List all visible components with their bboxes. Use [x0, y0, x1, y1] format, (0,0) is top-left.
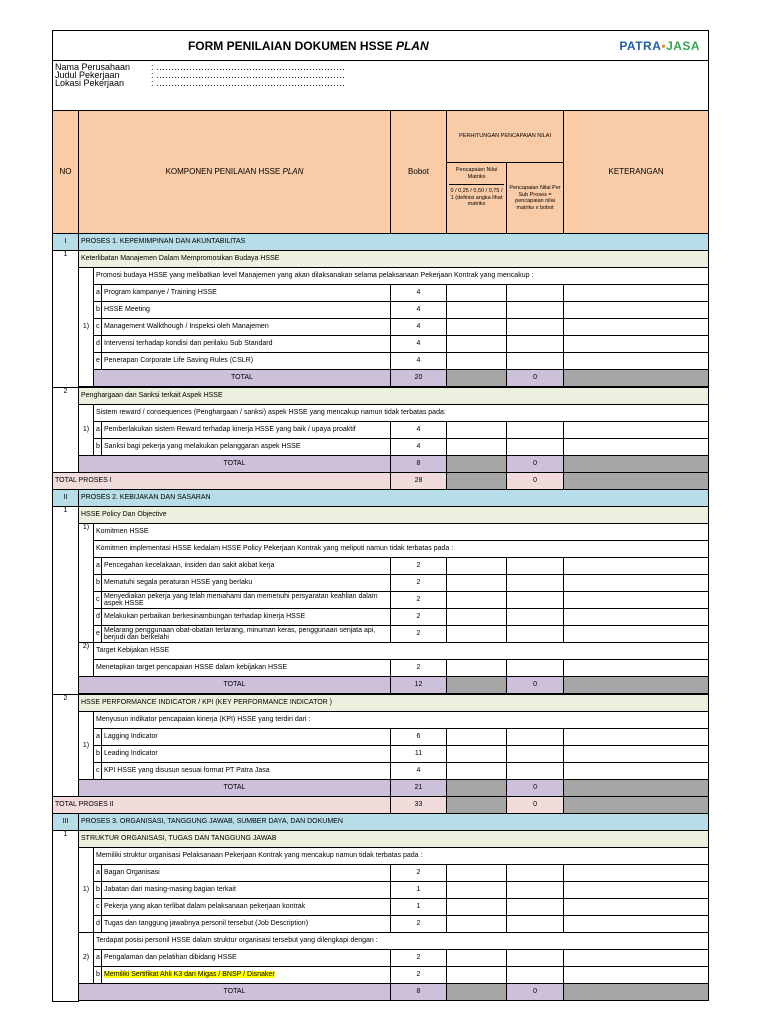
- project-info: [53, 61, 709, 111]
- item-row: b Sanksi bagi pekerja yang melakukan pelanggaran aspek HSSE 4: [53, 439, 709, 456]
- item-row: a Lagging Indicator 6: [53, 729, 709, 746]
- item-row: a Pencegahan kecelakaan, insiden dan sakit akibat kerja 2: [53, 558, 709, 575]
- item-row: d Intervensi terhadap kondisi dan perilaku Sub Standard 4: [53, 336, 709, 353]
- item-row: d Tugas dan tanggung jawabnya personil tersebut (Job Description) 2: [53, 916, 709, 933]
- subsection-row: 1 HSSE Policy Dan Objective: [53, 507, 709, 524]
- info-row-company: Nama Perusahaan : ………………………………………………………: [55, 62, 346, 72]
- highlighted-text: Memiliki Sertifikat Ahli K3 dari Migas / BNSP / Disnaker: [104, 971, 275, 978]
- question-row: 2) Terdapat posisi personil HSSE dalam struktur organisasi tersebut yang dilengkapi dengan :: [53, 933, 709, 950]
- total-row: TOTAL 8 0: [53, 456, 709, 473]
- total-row: TOTAL 20 0: [53, 370, 709, 387]
- header-keterangan: KETERANGAN: [564, 111, 709, 234]
- item-row: b HSSE Meeting 4: [53, 302, 709, 319]
- question-row: 1) Memiliki struktur organisasi Pelaksanaan Pekerjaan Kontrak yang mencakup namun tidak terbatas pada :: [53, 848, 709, 865]
- item-row: b Memiliki Sertifikat Ahli K3 dari Migas / BNSP / Disnaker 2: [53, 967, 709, 984]
- subsection-row: 1 Keterlibatan Manajemen Dalam Mempromosikan Budaya HSSE: [53, 251, 709, 268]
- question-row: 2) Target Kebijakan HSSE: [53, 643, 709, 660]
- header-pencapaian-matriks: Pencapaian Nilai Matriks 0 / 0,25 / 0,50 / 0,75 / 1 (definisi angka lihat matriks: [447, 163, 507, 234]
- patra-jasa-logo: PATRA•JASA: [564, 31, 709, 61]
- question-sub-row: Komitmen implementasi HSSE kedalam HSSE Policy Pekerjaan Kontrak yang meliputi namun tidak terbatas pada :: [53, 541, 709, 558]
- item-row: c KPI HSSE yang disusun sesuai format PT Patra Jasa 4: [53, 763, 709, 780]
- question-row: 1) Sistem reward / consequences (Penghargaan / sanksi) aspek HSSE yang mencakup namun tidak terbatas pada:: [53, 405, 709, 422]
- total-row: TOTAL 8 0: [53, 984, 709, 1001]
- assessment-table: [52, 30, 709, 1002]
- subsection-row: 2 HSSE PERFORMANCE INDICATOR / KPI (KEY PERFORMANCE INDICATOR ): [53, 695, 709, 712]
- process-total-row: TOTAL PROSES I 28 0: [53, 473, 709, 490]
- item-row: a Pengalaman dan pelatihan dibidang HSSE 2: [53, 950, 709, 967]
- header-no: NO: [53, 111, 79, 234]
- form-title: FORM PENILAIAN DOKUMEN HSSE PLAN: [53, 31, 564, 61]
- question-row: 1) Menyusun indikator pencapaian kinerja (KPI) HSSE yang terdiri dari :: [53, 712, 709, 729]
- item-row: d Melakukan perbaikan berkesinambungan terhadap kinerja HSSE 2: [53, 609, 709, 626]
- header-komponen: KOMPONEN PENILAIAN HSSE PLAN: [79, 111, 391, 234]
- total-row: TOTAL 12 0: [53, 677, 709, 694]
- section-row: I PROSES 1. KEPEMIMPINAN DAN AKUNTABILITAS: [53, 234, 709, 251]
- hsse-plan-form: [52, 30, 708, 1002]
- item-row: c Pekerja yang akan terlibat dalam pelaksanaan pekerjaan kontrak 1: [53, 899, 709, 916]
- header-perhitungan: PERHITUNGAN PENCAPAIAN NILAI: [447, 111, 564, 163]
- subsection-row: 1 STRUKTUR ORGANISASI, TUGAS DAN TANGGUNG JAWAB: [53, 831, 709, 848]
- item-row: a Pemberlakukan sistem Reward terhadap kinerja HSSE yang baik / upaya proaktif 4: [53, 422, 709, 439]
- item-row: Menetapkan target pencapaian HSSE dalam kebijakan HSSE 2: [53, 660, 709, 677]
- section-row: III PROSES 3. ORGANISASI, TANGGUNG JAWAB, SUMBER DAYA, DAN DOKUMEN: [53, 814, 709, 831]
- item-row: a Program kampanye / Training HSSE 4: [53, 285, 709, 302]
- item-row: b Mematuhi segala peraturan HSSE yang berlaku 2: [53, 575, 709, 592]
- header-bobot: Bobot: [391, 111, 447, 234]
- total-row: TOTAL 21 0: [53, 780, 709, 797]
- section-row: II PROSES 2. KEBIJAKAN DAN SASARAN: [53, 490, 709, 507]
- question-row: 1) Komitmen HSSE: [53, 524, 709, 541]
- info-row-location: Lokasi Pekerjaan : ………………………………………………………: [55, 78, 346, 88]
- item-row: c Menyediakan pekerja yang telah memahami dan memenuhi persyaratan keahlian dalam aspek HSSE 2: [53, 592, 709, 609]
- item-row: b Jabatan dari masing-masing bagian terkait 1: [53, 882, 709, 899]
- subsection-row: 2 Penghargaan dan Sanksi terkait Aspek HSSE: [53, 388, 709, 405]
- item-row: a Bagan Organisasi 2: [53, 865, 709, 882]
- item-row: e Penerapan Corporate Life Saving Rules (CSLR) 4: [53, 353, 709, 370]
- item-row: e Melarang penggunaan obat-obatan terlarang, minuman keras, penggunaan senjata api, berjudi dan berkelahi 2: [53, 626, 709, 643]
- header-pencapaian-sub: Pencapaian Nilai Per Sub Proses = pencapaian nilai matriks x bobot: [507, 163, 564, 234]
- item-row: b Leading Indicator 11: [53, 746, 709, 763]
- question-row: 1) Promosi budaya HSSE yang melibatkan level Manajemen yang akan dilaksanakan selama pelaksanaan Pekerjaan Kontrak yang mencakup :: [53, 268, 709, 285]
- item-row: c Management Walkthough / Inspeksi oleh Manajemen 4: [53, 319, 709, 336]
- info-row-job: Judul Pekerjaan : ………………………………………………………: [55, 70, 346, 80]
- process-total-row: TOTAL PROSES II 33 0: [53, 797, 709, 814]
